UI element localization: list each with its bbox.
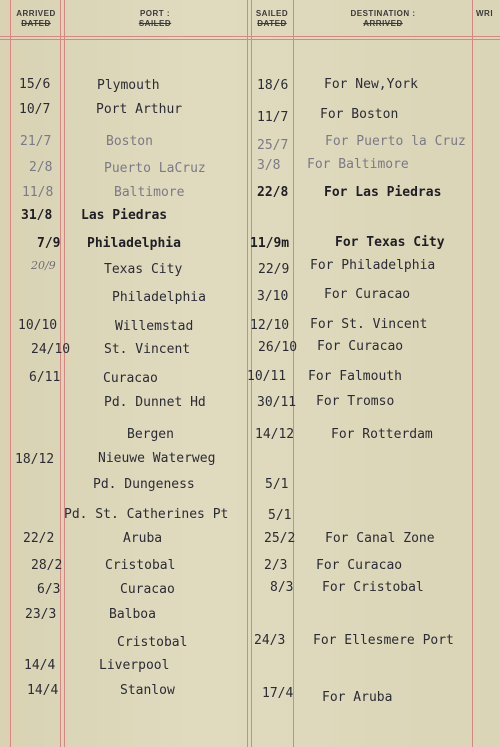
header-destination-sub: ARRIVED xyxy=(363,19,403,28)
sailed-date: 25/7 xyxy=(257,138,289,153)
header-arrived xyxy=(14,9,58,29)
port-name: Curacao xyxy=(103,371,158,386)
destination: For Curacao xyxy=(324,287,411,302)
sailed-date: 22/8 xyxy=(257,185,289,200)
port-name: Philadelphia xyxy=(87,236,181,251)
destination: For Curacao xyxy=(317,339,404,354)
destination: For Puerto la Cruz xyxy=(325,134,466,149)
arrived-date: 23/3 xyxy=(25,607,57,622)
sailed-date: 22/9 xyxy=(258,262,290,277)
port-name: Liverpool xyxy=(99,658,170,673)
arrived-date: 6/11 xyxy=(29,370,61,385)
arrived-date: 10/10 xyxy=(18,318,58,333)
sailed-date: 12/10 xyxy=(250,318,290,333)
port-name: Boston xyxy=(106,134,153,149)
header-written-label: WRI xyxy=(476,9,494,18)
sailed-date: 8/3 xyxy=(270,580,294,595)
port-name: Willemstad xyxy=(115,319,194,334)
port-name: St. Vincent xyxy=(104,342,191,357)
port-name: Plymouth xyxy=(97,78,160,93)
header-sailed-label: SAILED xyxy=(255,9,289,18)
arrived-date: 6/3 xyxy=(37,582,61,597)
header-rule xyxy=(0,39,500,40)
destination: For Boston xyxy=(320,107,399,122)
sailed-date: 26/10 xyxy=(258,340,298,355)
sailed-date: 25/2 xyxy=(264,531,296,546)
sailed-date: 24/3 xyxy=(254,633,286,648)
arrived-date: 7/9 xyxy=(37,236,61,251)
header-destination-label: DESTINATION : xyxy=(350,9,416,18)
sailed-date: 10/11 xyxy=(247,369,287,384)
destination: For Las Piedras xyxy=(324,185,442,200)
sailed-date: 5/1 xyxy=(268,508,292,523)
destination: For St. Vincent xyxy=(310,317,428,332)
arrived-date: 15/6 xyxy=(19,77,51,92)
destination: For Texas City xyxy=(335,235,445,250)
port-name: Cristobal xyxy=(105,558,176,573)
header-destination xyxy=(296,9,470,29)
destination: For New,York xyxy=(324,77,418,92)
arrived-date: 28/2 xyxy=(31,558,63,573)
sailed-date: 2/3 xyxy=(264,558,288,573)
arrived-date: 11/8 xyxy=(22,185,54,200)
port-name: Balboa xyxy=(109,607,156,622)
sailed-date: 11/7 xyxy=(257,110,289,125)
port-name: Aruba xyxy=(123,531,163,546)
arrived-date: 18/12 xyxy=(15,452,55,467)
destination: For Rotterdam xyxy=(331,427,433,442)
destination: For Canal Zone xyxy=(325,531,435,546)
port-name: Cristobal xyxy=(117,635,188,650)
arrived-date: 14/4 xyxy=(24,658,56,673)
sailed-date: 30/11 xyxy=(257,395,297,410)
port-name: Pd. Dunnet Hd xyxy=(104,395,206,410)
header-rule xyxy=(0,36,500,37)
column-rule xyxy=(64,0,65,747)
destination: For Cristobal xyxy=(322,580,424,595)
sailed-date: 17/4 xyxy=(262,686,294,701)
port-name: Puerto LaCruz xyxy=(104,161,206,176)
destination: For Tromso xyxy=(316,394,395,409)
destination: For Aruba xyxy=(322,690,393,705)
arrived-date: 22/2 xyxy=(23,531,55,546)
port-name: Baltimore xyxy=(114,185,185,200)
port-name: Pd. St. Catherines Pt xyxy=(64,507,229,522)
port-name: Pd. Dungeness xyxy=(93,477,195,492)
destination: For Philadelphia xyxy=(310,258,436,273)
port-name: Nieuwe Waterweg xyxy=(98,451,216,466)
column-rule xyxy=(293,0,294,747)
destination: For Falmouth xyxy=(308,369,402,384)
port-name: Bergen xyxy=(127,427,174,442)
sailed-date: 3/10 xyxy=(257,289,289,304)
sailed-date: 3/8 xyxy=(257,158,281,173)
arrived-date: 31/8 xyxy=(21,208,53,223)
margin-rule xyxy=(10,0,11,747)
port-name: Texas City xyxy=(104,262,183,277)
arrived-date: 2/8 xyxy=(29,160,53,175)
arrived-date: 21/7 xyxy=(20,134,52,149)
header-port-label: PORT : xyxy=(139,9,171,18)
arrived-date: 24/10 xyxy=(31,342,71,357)
port-name: Philadelphia xyxy=(112,290,206,305)
destination: For Baltimore xyxy=(307,157,409,172)
sailed-date: 18/6 xyxy=(257,78,289,93)
arrived-date: 10/7 xyxy=(19,102,51,117)
sailed-date: 11/9m xyxy=(250,236,290,251)
port-name: Las Piedras xyxy=(81,208,168,223)
header-sailed-sub: DATED xyxy=(257,19,287,28)
header-written xyxy=(476,9,500,19)
header-port xyxy=(66,9,244,29)
destination: For Ellesmere Port xyxy=(313,633,454,648)
column-rule xyxy=(472,0,473,747)
header-sailed xyxy=(252,9,292,29)
sailed-date: 14/12 xyxy=(255,427,295,442)
destination: For Curacao xyxy=(316,558,403,573)
port-name: Stanlow xyxy=(120,683,175,698)
arrived-date: 20/9 xyxy=(31,259,56,272)
header-arrived-label: ARRIVED xyxy=(16,9,56,18)
arrived-date: 14/4 xyxy=(27,683,59,698)
header-arrived-sub: DATED xyxy=(21,19,51,28)
port-name: Port Arthur xyxy=(96,102,183,117)
port-name: Curacao xyxy=(120,582,175,597)
sailed-date: 5/1 xyxy=(265,477,289,492)
header-port-sub: SAILED xyxy=(138,19,172,28)
